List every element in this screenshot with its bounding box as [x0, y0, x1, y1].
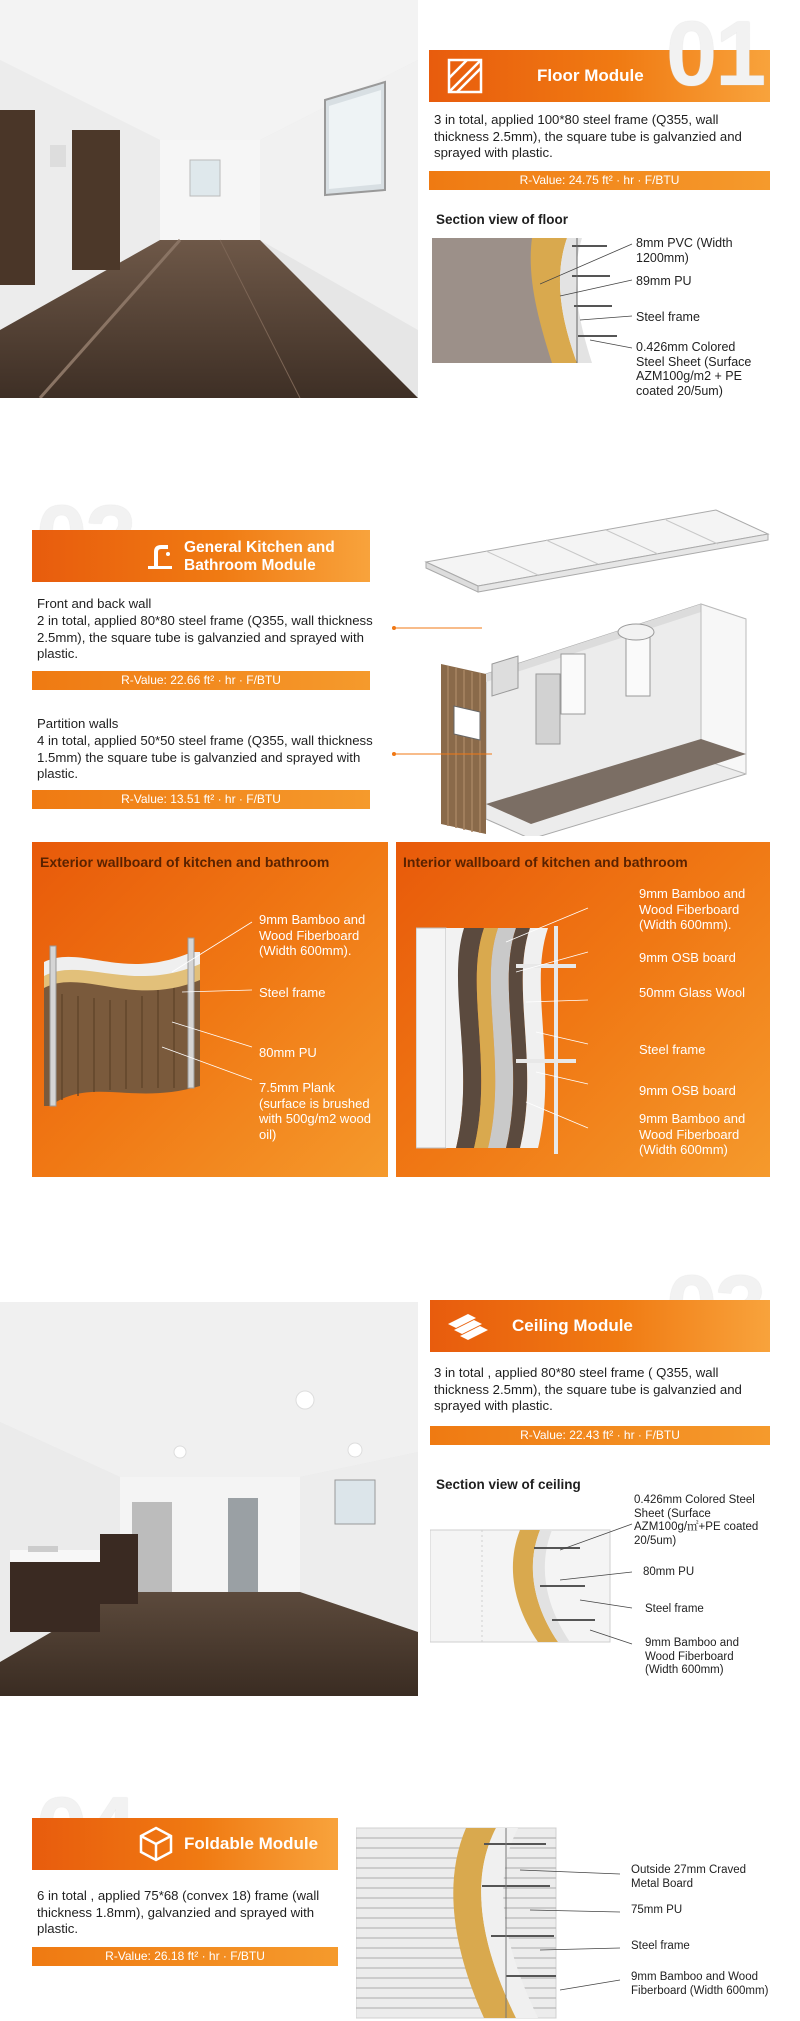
ceiling-room-photo — [0, 1302, 418, 1696]
exterior-layer-pu: 80mm PU — [259, 1045, 317, 1060]
foldable-module-title: Foldable Module — [184, 1834, 319, 1853]
kitchen-module-header — [32, 530, 370, 582]
interior-layer-fiberboard-bottom: 9mm Bamboo and Wood Fiberboard (Width 600mm) — [639, 1111, 746, 1157]
cube-icon — [138, 1826, 174, 1862]
floor-room-photo — [0, 0, 418, 398]
ceiling-module-description: 3 in total , applied 80*80 steel frame ( Q355, wall thickness 2.5mm), the square tube is galvanzied and sprayed with plastic. — [434, 1365, 742, 1413]
kitchen-partition-description: 4 in total, applied 50*50 steel frame (Q355, wall thickness 1.5mm) the square tube is galvanzied and sprayed with plastic. — [37, 733, 373, 781]
kitchen-module-title: General Kitchen and Bathroom Module — [184, 539, 335, 574]
floor-section-title: Section view of floor — [436, 212, 569, 227]
ceiling-r-value: R-Value: 22.43 ft² · hr · F/BTU — [430, 1426, 770, 1445]
interior-wallboard-title: Interior wallboard of kitchen and bathroom — [403, 854, 688, 870]
kitchen-front-back-description: 2 in total, applied 80*80 steel frame (Q355, wall thickness 2.5mm), the square tube is galvanzied and sprayed with plastic. — [37, 613, 373, 661]
floor-module-number: 01 — [666, 3, 765, 105]
ceiling-section-title: Section view of ceiling — [436, 1477, 581, 1492]
exterior-leader-lines — [152, 912, 262, 1082]
exterior-layer-plank: 7.5mm Plank (surface is brushed with 500g/m2 wood oil) — [259, 1080, 372, 1142]
foldable-module-description: 6 in total , applied 75*68 (convex 18) frame (wall thickness 1.8mm), galvanzied and sprayed with plastic. — [37, 1888, 320, 1936]
foldable-layer-steel-frame: Steel frame — [631, 1940, 690, 1952]
foldable-module-header — [32, 1818, 338, 1870]
exterior-wallboard-panel — [32, 842, 388, 1177]
ceiling-leader-lines — [560, 1520, 640, 1650]
ceiling-layer-steel-frame: Steel frame — [645, 1603, 704, 1615]
ceiling-panels-icon — [446, 1310, 492, 1342]
kitchen-r-value-partition: R-Value: 13.51 ft² · hr · F/BTU — [32, 790, 370, 809]
exterior-layer-fiberboard: 9mm Bamboo and Wood Fiberboard (Width 600mm). — [259, 912, 366, 958]
floor-module-title: Floor Module — [537, 66, 644, 85]
ceiling-layer-pu: 80mm PU — [643, 1566, 695, 1578]
foldable-leader-lines — [520, 1840, 630, 2010]
kitchen-partition-title: Partition walls — [37, 716, 119, 731]
interior-layer-glass-wool: 50mm Glass Wool — [639, 985, 745, 1000]
floor-r-value: R-Value: 24.75 ft² · hr · F/BTU — [429, 171, 770, 190]
ceiling-module-header — [430, 1300, 770, 1352]
interior-leader-lines — [496, 902, 596, 1152]
faucet-icon — [144, 540, 176, 572]
kitchen-leader-arrows — [392, 622, 512, 762]
foldable-r-value: R-Value: 26.18 ft² · hr · F/BTU — [32, 1947, 338, 1966]
floor-layer-pvc: 8mm PVC (Width 1200mm) — [636, 236, 733, 265]
foldable-layer-metal-board: Outside 27mm Craved Metal Board — [631, 1864, 747, 1890]
interior-layer-osb-bottom: 9mm OSB board — [639, 1083, 736, 1098]
floor-layer-steel-frame: Steel frame — [636, 310, 700, 324]
floor-layer-pu: 89mm PU — [636, 274, 692, 288]
floor-tile-icon — [447, 58, 483, 94]
kitchen-front-back-title: Front and back wall — [37, 596, 152, 611]
interior-layer-osb-top: 9mm OSB board — [639, 950, 736, 965]
interior-wallboard-panel — [396, 842, 770, 1177]
foldable-layer-fiberboard: 9mm Bamboo and Wood Fiberboard (Width 600mm) — [631, 1971, 769, 1997]
foldable-layer-pu: 75mm PU — [631, 1904, 683, 1916]
exterior-wallboard-title: Exterior wallboard of kitchen and bathroom — [40, 854, 330, 870]
ceiling-layer-fiberboard: 9mm Bamboo and Wood Fiberboard (Width 600mm) — [645, 1637, 739, 1676]
ceiling-module-title: Ceiling Module — [512, 1316, 633, 1335]
floor-module-description: 3 in total, applied 100*80 steel frame (Q355, wall thickness 2.5mm), the square tube is galvanzied and sprayed with plastic. — [434, 112, 742, 160]
floor-leader-lines — [540, 236, 640, 356]
exterior-layer-steel-frame: Steel frame — [259, 985, 326, 1000]
interior-layer-steel-frame: Steel frame — [639, 1042, 706, 1057]
floor-layer-steel-sheet: 0.426mm Colored Steel Sheet (Surface AZM100g/m2 + PE coated 20/5um) — [636, 340, 752, 398]
ceiling-layer-steel-sheet: 0.426mm Colored Steel Sheet (Surface AZM100g/㎡+PE coated 20/5um) — [634, 1494, 759, 1547]
interior-layer-fiberboard-top: 9mm Bamboo and Wood Fiberboard (Width 600mm). — [639, 886, 746, 932]
kitchen-r-value-front-back: R-Value: 22.66 ft² · hr · F/BTU — [32, 671, 370, 690]
